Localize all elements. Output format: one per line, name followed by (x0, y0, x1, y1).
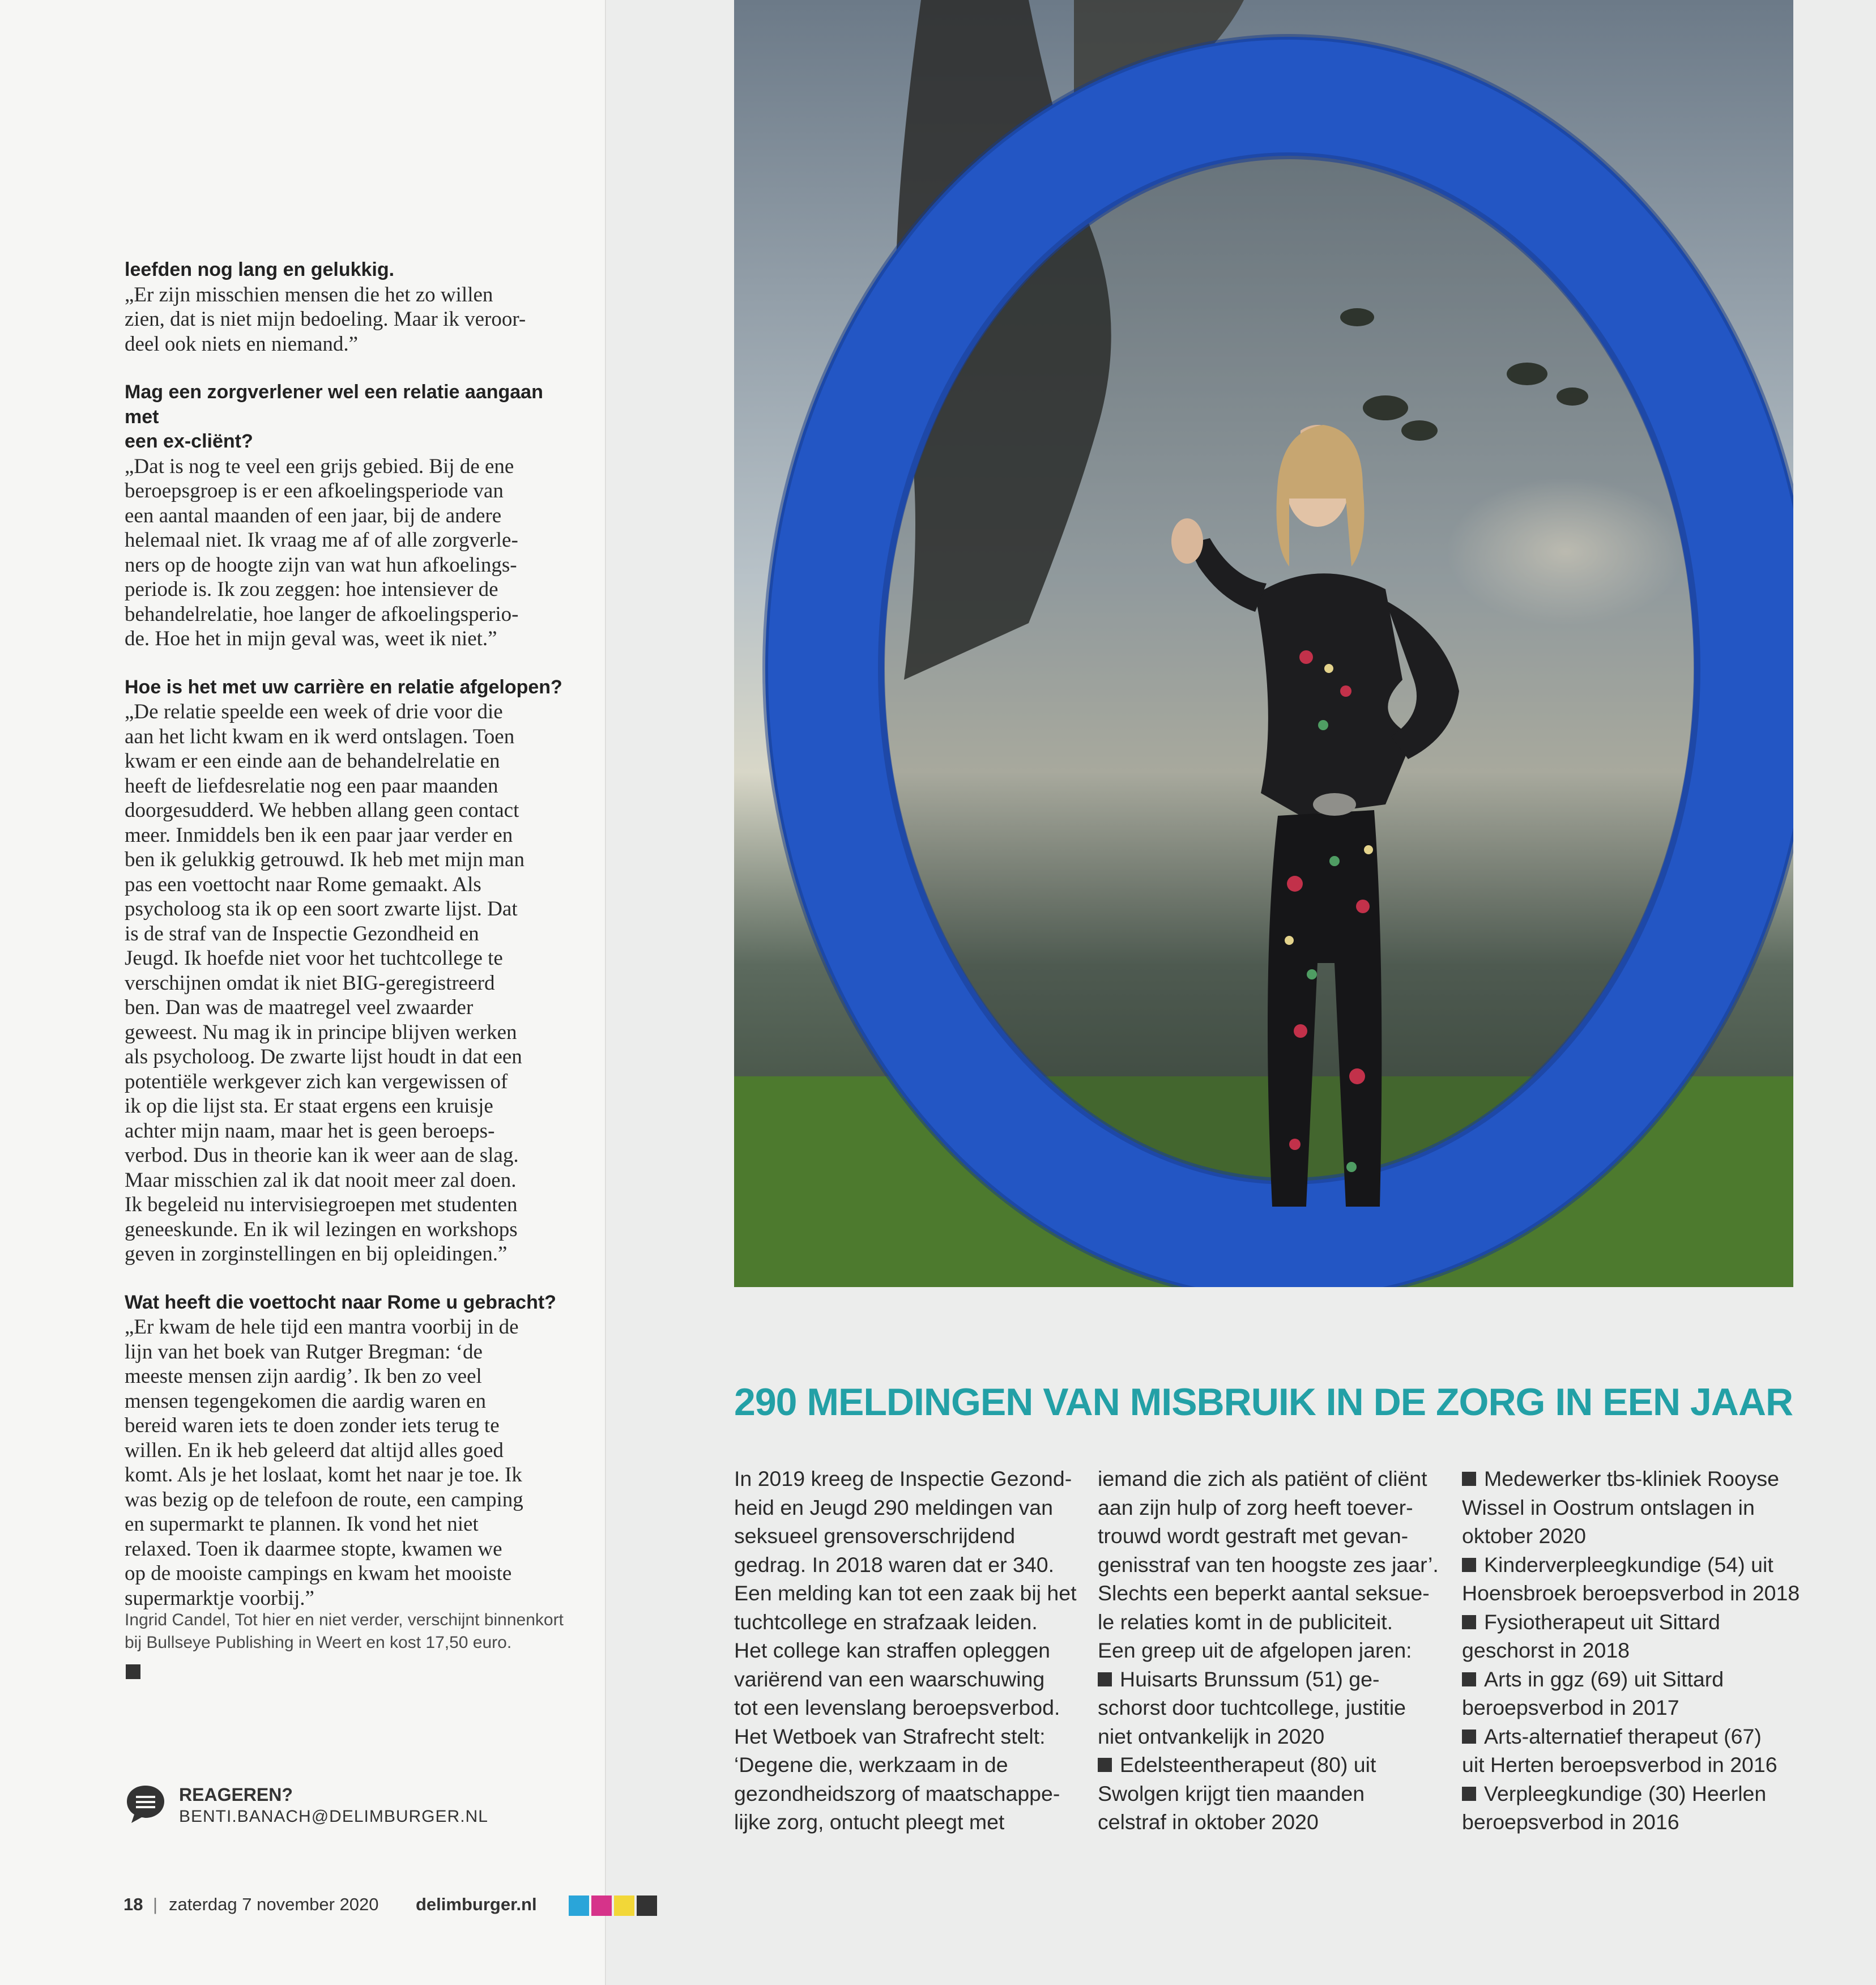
end-mark (126, 1664, 140, 1679)
intro-line-0: leefden nog lang en gelukkig. (125, 259, 395, 280)
qa-answer-line: „Dat is nog te veel een grijs gebied. Bij de ene (125, 454, 514, 478)
infobox-list-item-line: Edelsteentherapeut (80) uit (1098, 1750, 1449, 1779)
qa-answer-line: geven in zorginstellingen en bij opleidingen.” (125, 1242, 508, 1266)
infobox-text-line: le relaties komt in de publiciteit. (1098, 1609, 1393, 1634)
footer-date: zaterdag 7 november 2020 (169, 1894, 379, 1914)
qa-question-line: Hoe is het met uw carrière en relatie afgelopen? (125, 676, 562, 698)
infobox-text-line: Het Wetboek van Strafrecht stelt: (734, 1724, 1046, 1748)
qa-answer-line: aan het licht kwam en ik werd ontslagen. Toen (125, 725, 515, 748)
infobox-text-line: Een melding kan tot een zaak bij het (734, 1581, 1077, 1605)
qa-answer-line: beroepsgroep is er een afkoelingsperiode van (125, 479, 504, 502)
infobox-text-line: trouwd wordt gestraft met gevan- (1098, 1524, 1409, 1548)
infobox-text-line: heid en Jeugd 290 meldingen van (734, 1495, 1053, 1519)
qa-answer-line: potentiële werkgever zich kan vergewissen of (125, 1070, 508, 1093)
qa-container (125, 380, 578, 1611)
qa-answer-line: verbod. Dus in theorie kan ik weer aan de slag. (125, 1144, 519, 1167)
qa-answer-line: op de mooiste campings en kwam het mooiste (125, 1562, 512, 1585)
infobox-text-line: lijke zorg, ontucht pleegt met (734, 1810, 1005, 1834)
intro-line-3: deel ook niets en niemand.” (125, 332, 359, 356)
qa-answer-line: helemaal niet. Ik vraag me af of alle zorgverle- (125, 529, 518, 552)
qa-answer-line: kwam er een einde aan de behandelrelatie en (125, 749, 500, 773)
page-fold (605, 0, 607, 1985)
photo-illustration (734, 0, 1793, 1287)
infobox-list-item-line: Arts-alternatief therapeut (67) (1462, 1722, 1824, 1751)
qa-answer-line: was bezig op de telefoon de route, een camping (125, 1488, 523, 1511)
infobox-list-item-line: Kinderverpleegkundige (54) uit (1462, 1550, 1824, 1579)
qa-answer-line: relaxed. Toen ik daarmee stopte, kwamen we (125, 1537, 502, 1561)
qa-question-line: Wat heeft die voettocht naar Rome u gebracht? (125, 1291, 556, 1313)
qa-answer-line: meeste mensen zijn aardig’. Ik ben zo veel (125, 1365, 482, 1388)
qa-answer-line: ik op die lijst sta. Er staat ergens een kruisje (125, 1094, 493, 1118)
qa-answer-line: als psycholoog. De zwarte lijst houdt in dat een (125, 1045, 522, 1068)
infobox-column-2 (1098, 1464, 1449, 1837)
page-number: 18 (123, 1894, 143, 1914)
infobox-list-item-line: uit Herten beroepsverbod in 2016 (1462, 1753, 1777, 1777)
intro-line-2: zien, dat is niet mijn bedoeling. Maar ik veroor- (125, 308, 526, 331)
qa-answer-line: willen. En ik heb geleerd dat altijd alles goed (125, 1438, 504, 1462)
qa-answer-line: bereid waren iets te doen zonder iets terug te (125, 1414, 500, 1437)
qa-answer-line: „Er kwam de hele tijd een mantra voorbij in de (125, 1315, 519, 1339)
book-credit (125, 1609, 589, 1654)
infobox-headline: 290 MELDINGEN VAN MISBRUIK IN DE ZORG IN EEN JAAR (734, 1381, 1793, 1424)
infobox-list-item-line: Hoensbroek beroepsverbod in 2018 (1462, 1581, 1800, 1605)
reageren-block[interactable] (125, 1783, 521, 1829)
qa-answer-line: periode is. Ik zou zeggen: hoe intensiever de (125, 578, 498, 601)
qa-answer-line: ben ik gelukkig getrouwd. Ik heb met mijn man (125, 848, 525, 871)
qa-answer-line: een aantal maanden of een jaar, bij de andere (125, 504, 502, 527)
qa-answer-line: is de straf van de Inspectie Gezondheid en (125, 922, 479, 945)
reageren-label: REAGEREN? (179, 1784, 293, 1805)
qa-answer-line: meer. Inmiddels ben ik een paar jaar verder en (125, 823, 513, 847)
infobox-column-1 (734, 1464, 1085, 1837)
qa-answer-line: ners op de hoogte zijn van wat hun afkoelings- (125, 553, 517, 577)
qa-answer-line: supermarktje voorbij.” (125, 1586, 314, 1610)
color-bar-magenta (591, 1895, 612, 1916)
infobox-list-item-line: Huisarts Brunssum (51) ge- (1098, 1665, 1449, 1694)
infobox-list-item-line: Verpleegkundige (30) Heerlen (1462, 1779, 1824, 1808)
qa-answer-line: mensen tegengekomen die aardig waren en (125, 1389, 486, 1413)
infobox-list-item-line: Wissel in Oostrum ontslagen in (1462, 1495, 1755, 1519)
infobox-column-3 (1462, 1464, 1824, 1837)
infobox-text-line: gezondheidszorg of maatschappe- (734, 1781, 1060, 1805)
qa-answer-line: geweest. Nu mag ik in principe blijven werken (125, 1020, 517, 1044)
footer-separator: | (153, 1894, 158, 1914)
infobox-list-item-line: Medewerker tbs-kliniek Rooyse (1462, 1464, 1824, 1493)
infobox-text-line: Slechts een beperkt aantal seksue- (1098, 1581, 1430, 1605)
qa-answer-line: geneeskunde. En ik wil lezingen en workshops (125, 1217, 518, 1241)
footer-site[interactable]: delimburger.nl (416, 1894, 537, 1914)
qa-answer-line: „De relatie speelde een week of drie voor die (125, 700, 503, 723)
infobox-text-line: aan zijn hulp of zorg heeft toever- (1098, 1495, 1413, 1519)
qa-answer-line: en supermarkt te plannen. Ik vond het niet (125, 1513, 479, 1536)
infobox-text-line: Het college kan straffen opleggen (734, 1638, 1051, 1662)
infobox-list-item-line: celstraf in oktober 2020 (1098, 1810, 1319, 1834)
infobox-text-line: variërend van een waarschuwing (734, 1667, 1045, 1691)
qa-answer-line: heeft de liefdesrelatie nog een paar maanden (125, 774, 498, 798)
qa-question-line: een ex-cliënt? (125, 431, 253, 452)
qa-answer-line: verschijnen omdat ik niet BIG-geregistreerd (125, 971, 495, 995)
article-left-column (125, 258, 578, 1611)
infobox-text-line: In 2019 kreeg de Inspectie Gezond- (734, 1467, 1072, 1490)
infobox-text-line: seksueel grensoverschrijdend (734, 1524, 1016, 1548)
color-bar-black (637, 1895, 657, 1916)
portrait-photo (734, 0, 1793, 1287)
infobox-list-item-line: Swolgen krijgt tien maanden (1098, 1781, 1365, 1805)
qa-answer-line: komt. Als je het loslaat, komt het naar je toe. Ik (125, 1463, 522, 1486)
infobox-list-item-line: schorst door tuchtcollege, justitie (1098, 1696, 1406, 1719)
infobox-text-line: tuchtcollege en strafzaak leiden. (734, 1609, 1038, 1634)
infobox-text-line: genisstraf van ten hoogste zes jaar’. (1098, 1552, 1439, 1577)
infobox-list-item-line: geschorst in 2018 (1462, 1638, 1630, 1662)
credit-line-0: Ingrid Candel, Tot hier en niet verder, verschijnt binnenkort (125, 1611, 564, 1629)
qa-answer-line: psycholoog sta ik op een soort zwarte lijst. Dat (125, 897, 518, 921)
qa-answer-line: ben. Dan was de maatregel veel zwaarder (125, 996, 474, 1019)
qa-answer-line: Maar misschien zal ik dat nooit meer zal doen. (125, 1168, 517, 1192)
credit-line-1: bij Bullseye Publishing in Weert en kost 17,50 euro. (125, 1633, 512, 1652)
infobox-list-item-line: beroepsverbod in 2017 (1462, 1696, 1679, 1719)
page-footer (123, 1892, 690, 1920)
infobox-list-item-line: beroepsverbod in 2016 (1462, 1810, 1679, 1834)
qa-answer-line: pas een voettocht naar Rome gemaakt. Als (125, 872, 481, 896)
infobox-text-line: ‘Degene die, werkzaam in de (734, 1753, 1008, 1777)
infobox-list-item-line: oktober 2020 (1462, 1524, 1586, 1548)
color-bar-yellow (614, 1895, 634, 1916)
infobox-text-line: Een greep uit de afgelopen jaren: (1098, 1638, 1412, 1662)
reageren-email[interactable]: BENTI.BANACH@DELIMBURGER.NL (179, 1807, 488, 1826)
intro-line-1: „Er zijn misschien mensen die het zo willen (125, 283, 493, 306)
color-bar-cyan (569, 1895, 589, 1916)
qa-answer-line: lijn van het boek van Rutger Bregman: ‘de (125, 1340, 483, 1364)
infobox-list-item-line: niet ontvankelijk in 2020 (1098, 1724, 1325, 1748)
qa-answer-line: behandelrelatie, hoe langer de afkoelingsperio- (125, 602, 519, 626)
infobox-list-item-line: Arts in ggz (69) uit Sittard (1462, 1665, 1824, 1694)
infobox-text-line: tot een levenslang beroepsverbod. (734, 1696, 1060, 1719)
infobox-text-line: gedrag. In 2018 waren dat er 340. (734, 1552, 1054, 1577)
qa-question-line: Mag een zorgverlener wel een relatie aangaan met (125, 381, 543, 428)
infobox-text-line: iemand die zich als patiënt of cliënt (1098, 1467, 1427, 1490)
infobox-list-item-line: Fysiotherapeut uit Sittard (1462, 1608, 1824, 1637)
qa-answer-line: Jeugd. Ik hoefde niet voor het tuchtcollege te (125, 947, 503, 970)
qa-answer-line: doorgesudderd. We hebben allang geen contact (125, 799, 519, 822)
qa-answer-line: achter mijn naam, maar het is geen beroeps- (125, 1119, 495, 1143)
qa-answer-line: de. Hoe het in mijn geval was, weet ik niet.” (125, 627, 497, 650)
qa-answer-line: Ik begeleid nu intervisiegroepen met studenten (125, 1193, 518, 1216)
chat-bubble-icon (125, 1783, 167, 1825)
